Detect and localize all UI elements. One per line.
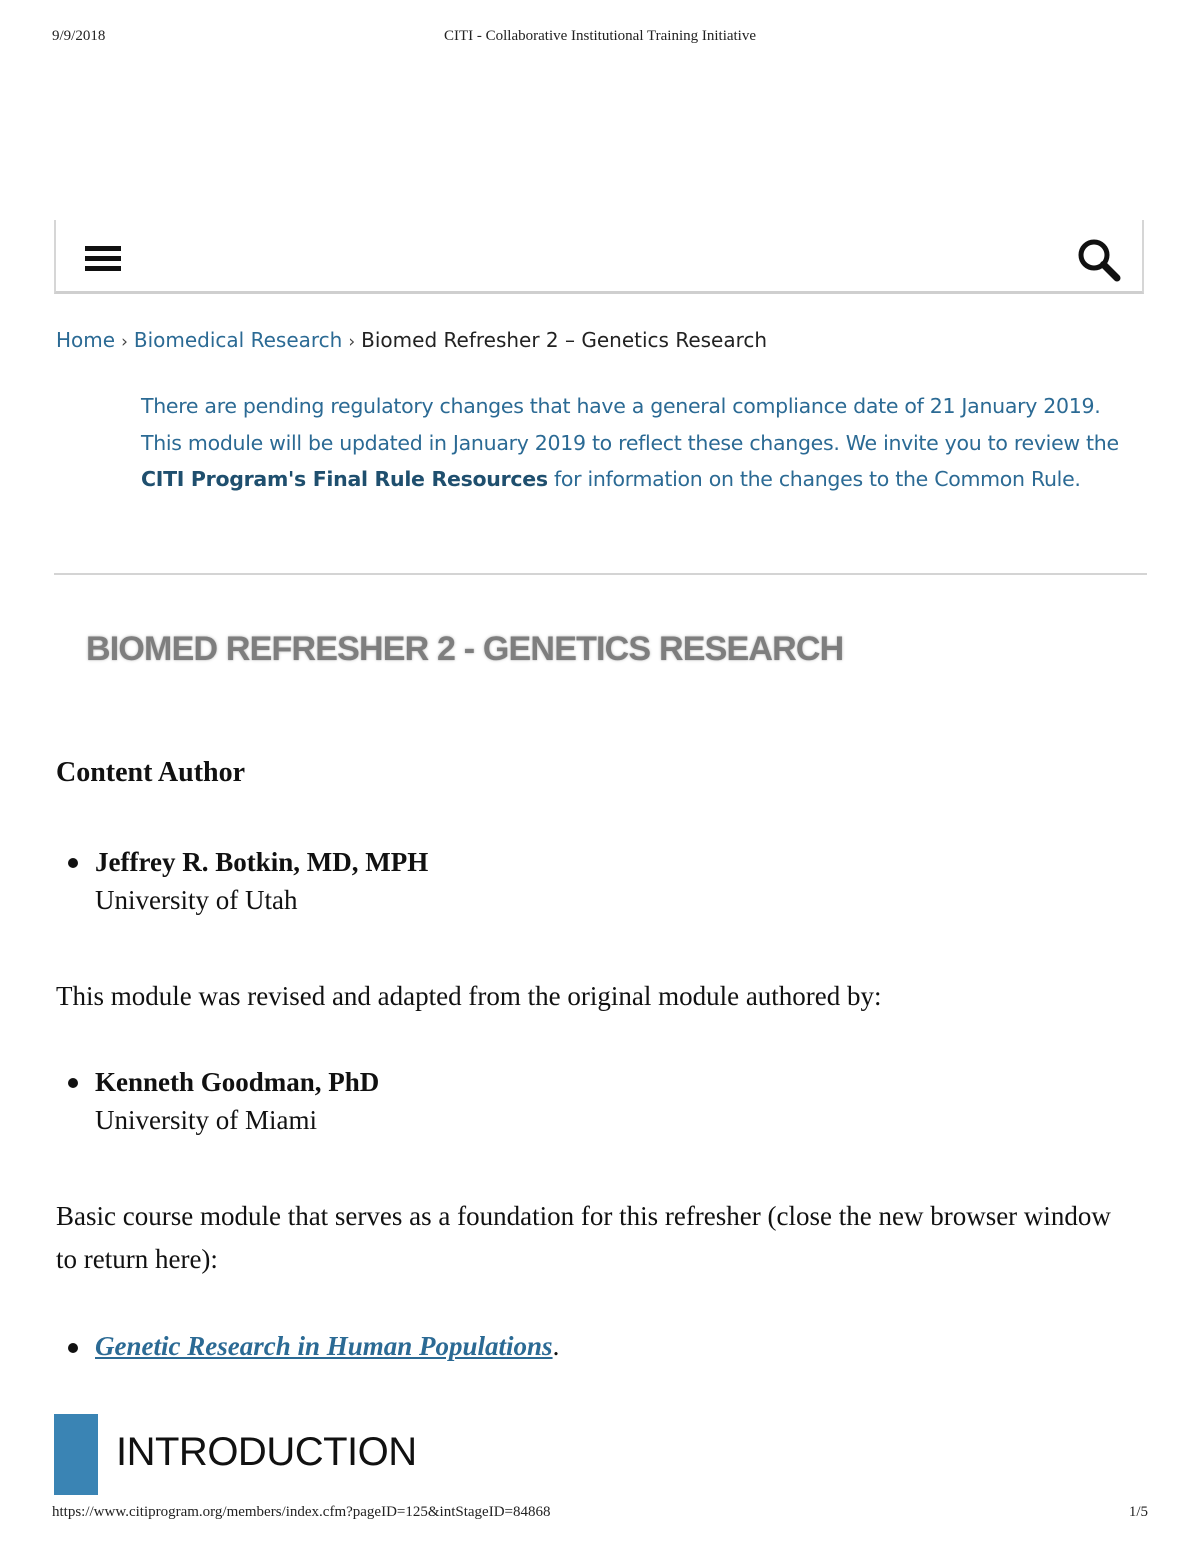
regulatory-notice [141,388,1131,498]
author-affiliation: University of Miami [95,1105,317,1135]
print-page-title: CITI - Collaborative Institutional Training Initiative [443,28,757,44]
introduction-heading: INTRODUCTION [116,1430,417,1474]
basic-course-intro: Basic course module that serves as a foundation for this refresher (close the new browser window to return here): [56,1201,1111,1274]
author-name: Jeffrey R. Botkin, MD, MPH [95,847,429,877]
breadcrumb-current: Biomed Refresher 2 – Genetics Research [361,328,768,352]
breadcrumb-home-link[interactable]: Home [56,328,116,352]
bullet-icon [68,858,78,868]
module-title: BIOMED REFRESHER 2 - GENETICS RESEARCH [86,630,844,668]
print-footer [52,1504,1148,1524]
content-author-heading: Content Author [56,757,246,788]
original-author-intro: This module was revised and adapted from the original module authored by: [56,981,882,1011]
breadcrumb-section-link[interactable]: Biomedical Research [133,328,343,352]
list-item [56,1066,379,1141]
print-url: https://www.citiprogram.org/members/index.cfm?pageID=125&intStageID=84868 [52,1504,551,1520]
print-date: 9/9/2018 [52,28,106,44]
bullet-icon [68,1078,78,1088]
breadcrumb [56,328,767,352]
notice-text-after: for information on the changes to the Common Rule. [547,467,1081,491]
list-item [56,1331,559,1362]
breadcrumb-separator: › [121,332,128,352]
list-item [56,846,428,921]
author-affiliation: University of Utah [95,885,298,915]
link-punctuation: . [552,1331,560,1361]
print-page-number: 1/5 [1128,1504,1148,1520]
search-icon[interactable] [1076,237,1122,283]
author-name: Kenneth Goodman, PhD [95,1067,380,1097]
section-divider [54,573,1147,575]
basic-course-list [56,1331,559,1362]
top-navbar [54,220,1144,294]
notice-text-before: There are pending regulatory changes that have a general compliance date of 21 January 2019. This module will be updated in January 2019 to reflect these changes. We invite you to review the [141,394,1119,455]
basic-course-link[interactable]: Genetic Research in Human Populations [95,1331,553,1361]
original-author-list [56,1066,379,1141]
print-header [52,28,1148,48]
content-author-list [56,846,428,921]
introduction-accent-bar [54,1414,98,1495]
bullet-icon [68,1343,78,1353]
hamburger-menu-icon[interactable] [85,244,121,274]
breadcrumb-separator: › [348,332,356,352]
final-rule-resources-link[interactable]: CITI Program's Final Rule Resources [141,467,548,491]
